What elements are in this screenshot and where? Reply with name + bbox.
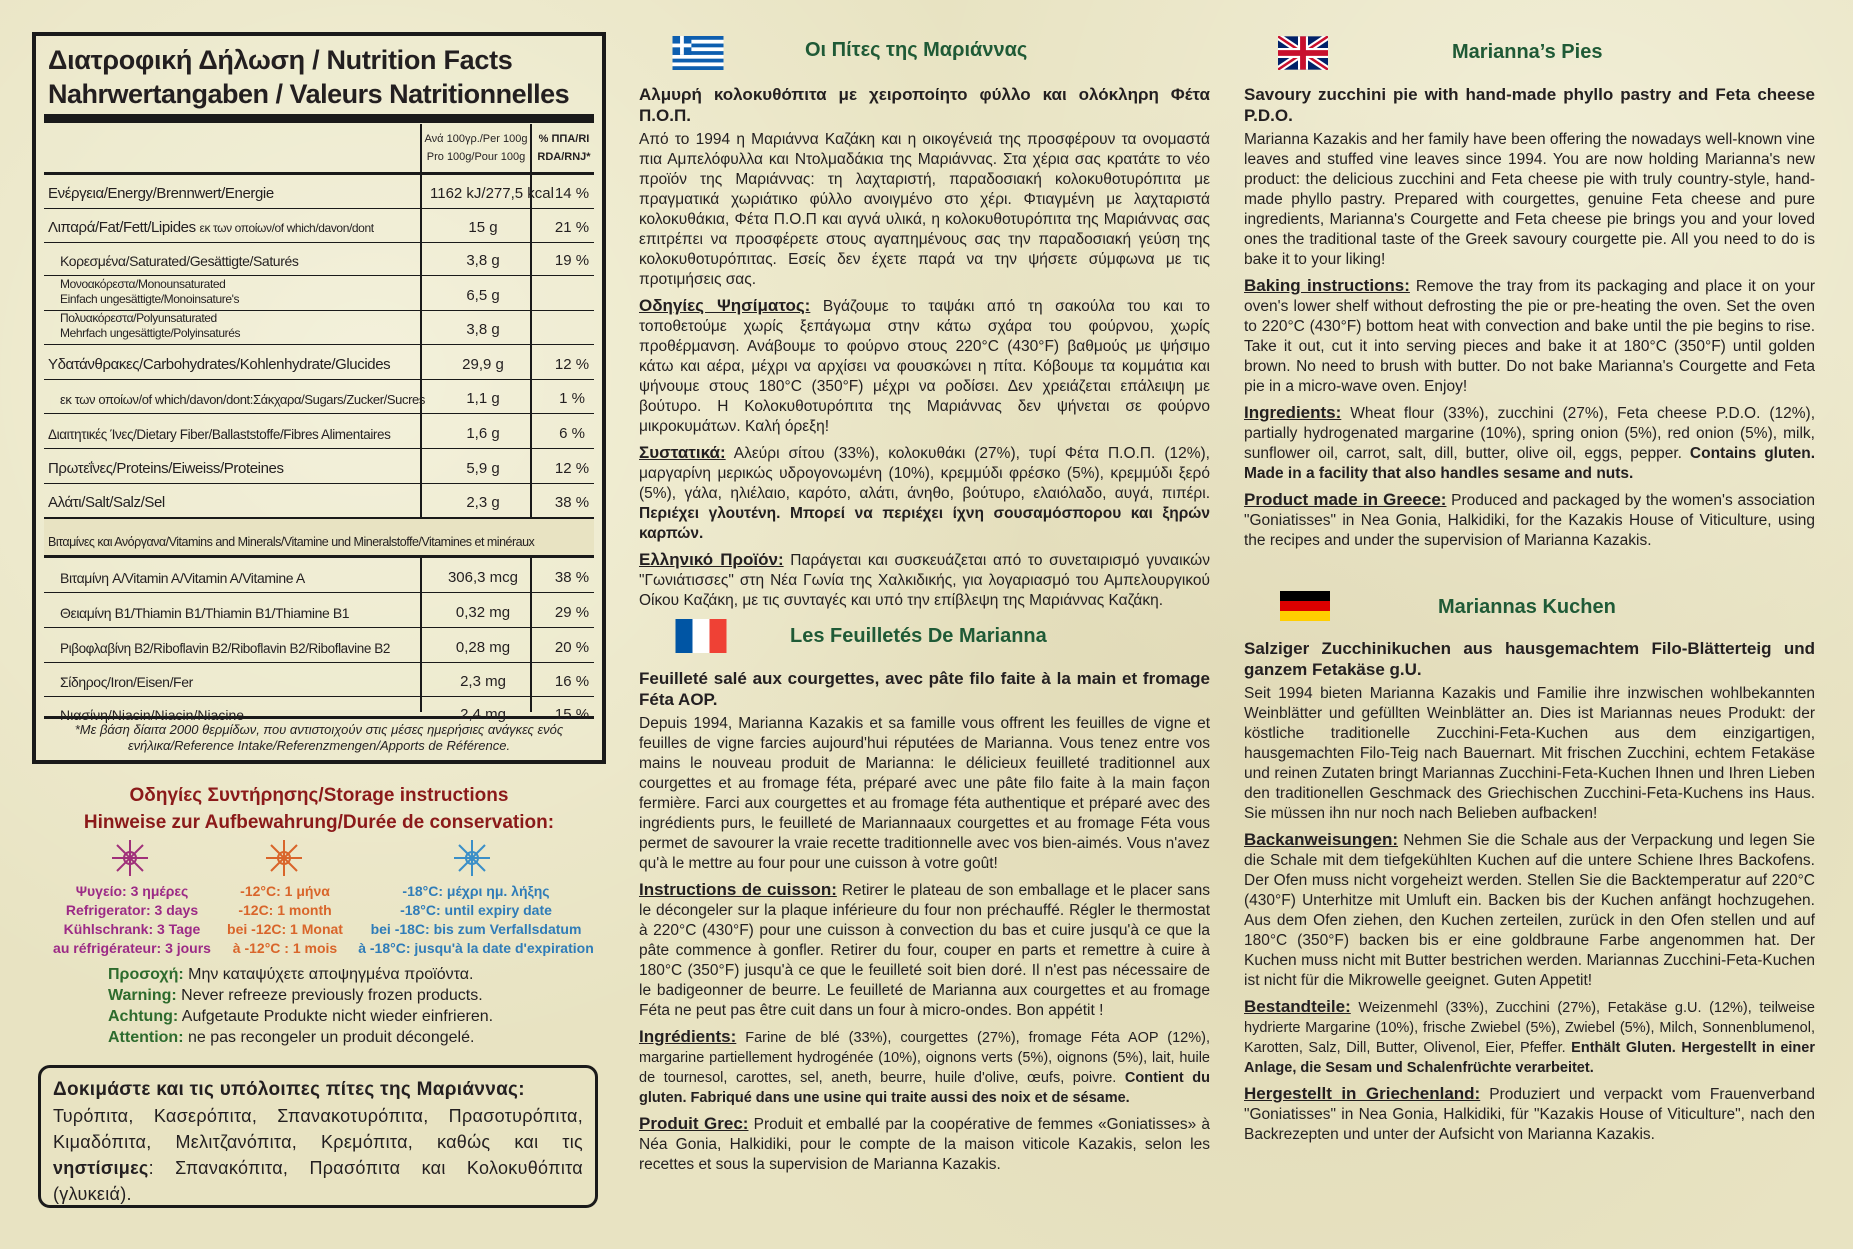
row-label: Θειαμίνη B1/Thiamin B1/Thiamin B1/Thiamine B1 xyxy=(60,605,350,621)
row-percent: 16 % xyxy=(554,673,590,690)
row-value: 0,28 mg xyxy=(455,639,511,656)
greece-flag-icon xyxy=(672,36,724,70)
other-pies-list: Τυρόπιτα, Κασερόπιτα, Σπανακοτυρόπιτα, Πρασοτυρόπιτα, Κιμαδόπιτα, Μελιτζανόπιτα, Κρεμόπιτα, καθώς και τις xyxy=(53,1106,583,1152)
row-label: Σίδηρος/Iron/Eisen/Fer xyxy=(60,674,193,690)
row-value: 3,8 g xyxy=(466,252,500,269)
freezer-18-snowflake-icon xyxy=(452,838,492,878)
greek-title: Οι Πίτες της Μαριάννας xyxy=(805,39,1028,61)
table-row xyxy=(44,593,594,628)
row-label: Ενέργεια/Energy/Brennwert/Energie xyxy=(48,185,274,202)
row-value: 1,6 g xyxy=(466,425,500,442)
greek-column: Αλμυρή κολοκυθόπιτα με χειροποίητο φύλλο και ολόκληρη Φέτα Π.Ο.Π. Από το 1994 η Μαριάννα Καζάκη και η οικογένειά της προσφέρουν τα ονομαστά πια Αμπελόφυλλα και Ντολμαδάκια της Μαριάννας. Στα χέρια σας κρατάτε το νέο προϊόν της Μαριάννας: τη λαχταριστή, παραδοσιακή κολοκυθοτυρόπιτα με πραγματικά χωριάτικο φύλλο ανοιγμένο στο χέρι. Φτιαγμένη με λαχταριστά κολοκυθάκια, Φέτα Π.Ο.Π και αγνά υλικά, η κολοκυθοτυρόπιτα της Μαριάννας σας επιτρέπει να προσφέρετε στους αγαπημένους σας την παραδοσιακή γεύση της κολοκυθοτυρόπιτας. Εσείς δεν έχετε παρά να την ψήσετε σύμφωνα με τις προτιμήσεις σας. Οδηγίες Ψησίματος: Βγάζουμε το ταψάκι από τη σακούλα του και το τοποθετούμε χωρίς ξεπάγωμα στην κάτω σχάρα του φούρνου, χωρίς προθέρμανση. Ανάβουμε το φούρνο στους 220°C (430°F) βαθμούς με ψήσιμο κάτω και αέρα, μέχρι να αρχίσει να φουσκώνει η πίτα. Κόβουμε τα κομμάτια και ψήνουμε στους 180°C (350°F) μέχρι να ροδίσει. Δεν χρειάζεται επάλειψη με βούτυρο. Η Κολοκυθοτυρόπιτα της Μαριάννας δεν ψήνεται σε φούρνο μικροκυμάτων. Καλή όρεξη! Συστατικά: Αλεύρι σίτου (33%), κολοκυθάκι (27%), τυρί Φέτα Π.Ο.Π. (12%), μαργαρίνη μερικώς υδρογονωμένη (10%), κρεμμύδι φρέσκο (5%), κρεμμύδι ξερό (5%), γάλα, ηλιέλαιο, καρότο, αλάτι, άνηθο, βούτυρο, ελαιόλαδο, αυγά, πιπέρι. Περιέχει γλουτένη. Μπορεί να περιέχει ίχνη σουσαμόσπορου και ξηρών καρπών. Ελληνικό Προϊόν: Παράγεται και συσκευάζεται από το συνεταιρισμό γυναικών "Γωνιάτισσες" στη Νέα Γωνία της Χαλκιδικής, για λογαριασμό του Αμπελουργικού Οίκου Καζάκη, με τις συνταγές και υπό την επίβλεψη της Μαριάννας Καζάκη. xyxy=(639,85,1210,609)
table-row xyxy=(44,175,594,209)
vitamins-header-row xyxy=(44,519,594,558)
storage-title-line1: Οδηγίες Συντήρησης/Storage instructions xyxy=(129,785,509,806)
table-row xyxy=(44,628,594,663)
english-title: Marianna’s Pies xyxy=(1452,41,1603,63)
row-label: Ριβοφλαβίνη B2/Riboflavin B2/Riboflavin B2/Riboflavine B2 xyxy=(60,641,390,656)
english-lead: Savoury zucchini pie with hand-made phyllo pastry and Feta cheese P.D.O. xyxy=(1244,85,1815,125)
header-per-100g: Ανά 100γρ./Per 100g Pro 100g/Pour 100g xyxy=(424,133,528,163)
row-value: 3,8 g xyxy=(466,321,500,338)
storage-title-line2: Hinweise zur Aufbewahrung/Durée de conservation: xyxy=(83,812,555,833)
table-row xyxy=(44,243,594,276)
freezer-12-snowflake-icon xyxy=(264,838,304,878)
nutrition-footnote: *Με βάση δίαιτα 2000 θερμίδων, που αντιστοιχούν στις μέσες ημερήσιες ανάγκες ενός ενήλικα/Reference Intake/Referenzmengen/Apports de Référence. xyxy=(74,722,564,753)
german-baking-heading: Backanweisungen: xyxy=(1244,830,1398,849)
row-value: 0,32 mg xyxy=(455,604,511,621)
warning-line: Προσοχή: Μην καταψύχετε αποψηγμένα προϊόντα. xyxy=(108,966,474,983)
french-baking-heading: Instructions de cuisson: xyxy=(639,880,837,899)
nutrition-title-bar xyxy=(44,114,594,123)
row-label: Υδατάνθρακες/Carbohydrates/Kohlenhydrate/Glucides xyxy=(48,356,391,373)
france-flag-icon xyxy=(675,619,727,653)
row-label: Πολυακόρεστα/Polyunsaturated xyxy=(60,311,217,325)
row-label: Διαιτητικές Ίνες/Dietary Fiber/Ballaststoffe/Fibres Alimentaires xyxy=(48,427,391,442)
row-value: 1,1 g xyxy=(466,390,500,407)
other-pies-box: Δοκιμάστε και τις υπόλοιπες πίτες της Μαριάννας: Τυρόπιτα, Κασερόπιτα, Σπανακοτυρόπιτα, Πρασοτυρόπιτα, Κιμαδόπιτα, Μελιτζανόπιτα, Κρεμόπιτα, καθώς και τις νηστίσιμες: Σπανακόπιτα, Πρασόπιτα και Κολοκυθόπιτα (γλυκειά). xyxy=(38,1065,598,1208)
german-ingredients-heading: Bestandteile: xyxy=(1244,997,1351,1016)
row-value: 1162 kJ/277,5 kcal xyxy=(430,185,554,202)
table-row xyxy=(44,484,594,520)
warning-line: Achtung: Aufgetaute Produkte nicht wieder einfrieren. xyxy=(108,1008,494,1025)
table-row xyxy=(44,414,594,449)
storage-title xyxy=(32,782,606,836)
greek-ingredients-heading: Συστατικά: xyxy=(639,443,726,462)
row-value: 2,4 mg xyxy=(460,706,506,723)
row-value: 6,5 g xyxy=(466,287,500,304)
greek-lead: Αλμυρή κολοκυθόπιτα με χειροποίητο φύλλο και ολόκληρη Φέτα Π.Ο.Π. xyxy=(639,85,1210,125)
freezer-12-storage: -12°C: 1 μήνα -12C: 1 month bei -12C: 1 Monat à -12°C : 1 mois xyxy=(227,883,343,956)
nutrition-title-line2: Nahrwertangaben / Valeurs Natritionnelles xyxy=(48,79,570,109)
table-row xyxy=(44,276,594,311)
germany-flag-icon xyxy=(1280,590,1330,622)
row-label: Λιπαρά/Fat/Fett/Lipides xyxy=(48,219,196,236)
greek-product-heading: Ελληνικό Προϊόν: xyxy=(639,550,784,569)
warning-line: Warning: Never refreeze previously frozen products. xyxy=(108,987,483,1004)
english-intro: Marianna Kazakis and her family have been offering the nowadays well-known vine leaves and stuffed vine leaves since 1994. You are now holding Marianna's new product: the delicious zucchini and Feta cheese pie with truly country-style, hand-made phyllo pastry. Prepared with courgettes, genuine Feta cheese and pure ingredients, Marianna's Courgette and Feta cheese pie brings you and your loved ones the traditional taste of the Greek savoury courgette pie. All you need to do is bake it to your liking! xyxy=(1244,131,1815,268)
row-label: Βιταμίνη A/Vitamin A/Vitamin A/Vitamine A xyxy=(60,570,305,586)
row-percent: 38 % xyxy=(554,569,590,586)
row-label: εκ των οποίων/of which/davon/dont:Σάκχαρα/Sugars/Zucker/Sucres xyxy=(60,392,425,407)
refreeze-warnings xyxy=(108,964,493,1048)
row-percent: 6 % xyxy=(559,425,585,442)
row-percent: 19 % xyxy=(554,252,590,269)
table-row-niacin xyxy=(40,695,598,729)
table-row xyxy=(44,209,594,243)
row-label: Μονοακόρεστα/Monounsaturated xyxy=(60,277,226,291)
english-column: Savoury zucchini pie with hand-made phyllo pastry and Feta cheese P.D.O. Marianna Kazakis and her family have been offering the nowadays well-known vine leaves and stuffed vine leaves since 1994. You are now holding Marianna's new product: the delicious zucchini and Feta cheese pie with truly country-style, hand-made phyllo pastry. Prepared with courgettes, genuine Feta cheese and pure ingredients, Marianna's Courgette and Feta cheese pie brings you and your loved ones the traditional taste of the Greek savoury courgette pie. All you need to do is bake it to your liking! Baking instructions: Remove the tray from its packaging and place it on your oven's lower shelf without defrosting the pie or pre-heating the oven. Set the oven to 220°C (430°F) bottom heat with convection and bake until the pie begins to rise. Take it out, cut it into serving pieces and bake it at 180°C (350°F) until golden brown. No need to brush with butter. Do not bake Marianna's Courgette and Feta pie in a micro-wave oven. Enjoy! Ingredients: Wheat flour (33%), zucchini (27%), Feta cheese P.D.O. (12%), partially hydrogenated margarine (10%), spring onion (5%), red onion (5%), milk, sunflower oil, carrot, salt, dill, butter, olive oil, eggs, pepper. Contains gluten. Made in a facility that also handles sesame and nuts. Product made in Greece: Produced and packaged by the women's association "Goniatisses" in Nea Gonia, Halkidiki, for the Kazakis House of Viticulture, using the recipes and under the supervision of Marianna Kazakis. xyxy=(1244,85,1816,549)
row-percent: 20 % xyxy=(554,639,590,656)
table-row xyxy=(44,380,594,414)
row-value: 5,9 g xyxy=(466,460,500,477)
table-row xyxy=(44,449,594,484)
nutrition-facts-panel xyxy=(32,32,606,764)
english-baking-heading: Baking instructions: xyxy=(1244,276,1410,295)
header-rda: % ΠΠΑ/RI RDA/RNJ* xyxy=(537,133,591,163)
english-product-heading: Product made in Greece: xyxy=(1244,490,1447,509)
row-label-note: εκ των οποίων/of which/davon/dont xyxy=(199,221,374,235)
row-label-2: Einfach ungesättigte/Monoinsature's xyxy=(60,292,240,306)
row-label-2: Mehrfach ungesättigte/Polyinsaturés xyxy=(60,326,241,340)
row-value: 2,3 g xyxy=(466,494,500,511)
uk-flag-icon xyxy=(1278,36,1328,70)
german-lead: Salziger Zucchinikuchen aus hausgemachtem Filo-Blätterteig und ganzem Fetakäse g.U. xyxy=(1244,639,1815,679)
german-product-heading: Hergestellt in Griechenland: xyxy=(1244,1084,1481,1103)
fridge-snowflake-icon xyxy=(110,838,150,878)
row-percent: 29 % xyxy=(554,604,590,621)
fridge-storage: Ψυγείο: 3 ημέρες Refrigerator: 3 days Kühlschrank: 3 Tage au réfrigérateur: 3 jours xyxy=(53,883,211,956)
table-row xyxy=(44,559,594,593)
french-ingredients-heading: Ingrédients: xyxy=(639,1027,737,1046)
greek-intro: Από το 1994 η Μαριάννα Καζάκη και η οικογένειά της προσφέρουν τα ονομαστά πια Αμπελόφυλλα και Ντολμαδάκια της Μαριάννας. Στα χέρια σας κρατάτε το νέο προϊόν της Μαριάννας: τη λαχταριστή, παραδοσιακή κολοκυθοτυρόπιτα με πραγματικά χωριάτικο φύλλο ανοιγμένο στο χέρι. Φτιαγμένη με λαχταριστά κολοκυθάκια, Φέτα Π.Ο.Π και αγνά υλικά, η κολοκυθοτυρόπιτα της Μαριάννας σας επιτρέπει να προσφέρετε στους αγαπημένους σας την παραδοσιακή γεύση της κολοκυθοτυρόπιτας. Εσείς δεν έχετε παρά να την ψήσετε σύμφωνα με τις προτιμήσεις σας. xyxy=(639,131,1210,288)
other-pies-heading: Δοκιμάστε και τις υπόλοιπες πίτες της Μαριάννας: xyxy=(53,1079,525,1100)
row-value: 15 g xyxy=(468,219,498,236)
row-label: Αλάτι/Salt/Salz/Sel xyxy=(48,494,165,511)
nutrition-title-line1: Διατροφική Δήλωση / Nutrition Facts xyxy=(48,45,513,75)
row-value: 2,3 mg xyxy=(460,673,506,690)
row-percent: 12 % xyxy=(554,460,590,477)
row-percent: 38 % xyxy=(554,494,590,511)
row-value: 306,3 mcg xyxy=(447,569,519,586)
row-label: Νιασίνη/Niacin/Niacin/Niacine xyxy=(60,707,245,723)
row-percent: 12 % xyxy=(554,356,590,373)
french-intro: Depuis 1994, Marianna Kazakis et sa famille vous offrent les feuilles de vigne et feuilles de vigne farcies aujourd'hui réputées de Marianna. Vous tenez entre vos mains le nouveau produit de Marianna: le délicieux feuilleté traditionnel aux courgettes et au fromage féta, préparé avec une pâte filo faite à la main façon fermière. Farci aux courgettes et au fromage féta authentique et préparé avec des ingrédients purs, le feuilleté de Mariannaaux courgettes et au fromage Féta vous permet de savourer la vraie recette traditionnelle avec vos bien-aimés. Vous n'avez qu'à le mettre au four pour une cuisson à votre goût! xyxy=(639,715,1210,872)
german-title: Mariannas Kuchen xyxy=(1438,596,1616,618)
french-product-heading: Produit Grec: xyxy=(639,1114,749,1133)
row-percent: 14 % xyxy=(554,185,590,202)
french-lead: Feuilleté salé aux courgettes, avec pâte filo faite à la main et fromage Féta AOP. xyxy=(639,669,1210,709)
row-percent: 21 % xyxy=(554,219,590,236)
row-percent: 15 % xyxy=(554,706,590,723)
freezer-18-storage: -18°C: μέχρι ημ. λήξης -18°C: until expiry date bei -18C: bis zum Verfallsdatum à -18°C: jusqu'à la date d'expiration xyxy=(358,883,594,956)
french-title: Les Feuilletés De Marianna xyxy=(790,625,1047,647)
german-column: Salziger Zucchinikuchen aus hausgemachtem Filo-Blätterteig und ganzem Fetakäse g.U. Seit 1994 bieten Marianna Kazakis und Familie ihre inzwischen wohlbekannten Weinblätter und gefüllten Weinblätter an. Dies ist Mariannas neues Produkt: der köstliche traditionelle Zucchini-Feta-Kuchen aus dem einzigartigen, hausgemachten Filo-Teig nach Bauernart. Mit frischen Zucchini, echtem Fetakäse und reinen Zutaten bringt Mariannas Zucchini-Feta-Kuchen Ihnen und Ihren Lieben den traditionellen Geschmack des Griechischen Zucchini-Feta-Kuchens ins Haus. Sie müssen ihn nur noch nach Belieben aufbacken! Backanweisungen: Nehmen Sie die Schale aus der Verpackung und legen Sie die Schale mit dem tiefgekühlten Kuchen auf die untere Schiene Ihres Backofens. Der Ofen muss nicht vorgeheizt werden. Stellen Sie die Backtemperatur auf 220°C (430°F) Unterhitze mit Umluft ein. Backen bis der Kuchen anfängt hochzugehen. Aus dem Ofen ziehen, den Kuchen zerteilen, zurück in den Ofen stellen und auf 180°C (350°F) backen bis er eine goldbraune Farbe angenommen hat. Der Kuchen muss nicht mit Butter bestrichen werden. Mariannas Zucchini-Feta-Kuchen ist nicht für die Mikrowelle geeignet. Guten Appetit! Bestandteile: Weizenmehl (33%), Zucchini (27%), Fetakäse g.U. (12%), teilweise hydrierte Margarine (10%), frische Zwiebel (5%), Zwiebel (5%), Milch, Sonnenblumenol, Karotten, Salz, Dill, Butter, Olivenol, Eier, Pfeffer. Enthält Gluten. Hergestellt in einer Anlage, die Sesam und Schalenfrüchte verarbeitet. Hergestellt in Griechenland: Produziert und verpackt vom Frauenverband "Goniatisses" in Nea Gonia, Halkidiki, für "Kazakis House of Viticulture", nach den Backrezepten und unter der Aufsicht von Marianna Kazakis. xyxy=(1244,639,1815,1143)
table-header-row xyxy=(44,124,594,175)
row-label: Κορεσμένα/Saturated/Gesättigte/Saturés xyxy=(60,253,299,269)
french-column: Feuilleté salé aux courgettes, avec pâte filo faite à la main et fromage Féta AOP. Depuis 1994, Marianna Kazakis et sa famille vous offrent les feuilles de vigne et feuilles de vigne farcies aujourd'hui réputées de Marianna. Vous tenez entre vos mains le nouveau produit de Marianna: le délicieux feuilleté traditionnel aux courgettes et au fromage féta, préparé avec une pâte filo faite à la main façon fermière. Farci aux courgettes et au fromage féta authentique et préparé avec des ingrédients purs, le feuilleté de Mariannaaux courgettes et au fromage Féta vous permet de savourer la vraie recette traditionnelle avec vos bien-aimés. Vous n'avez qu'à le mettre au four pour une cuisson à votre goût! Instructions de cuisson: Retirer le plateau de son emballage et le placer sans le décongeler sur la plaque inférieure du four non préchauffé. Régler le thermostat à 220°C (430°F) pour une cuisson à convection du bas et cuire jusqu'à ce que la pâte commence à gonfler. Retirer du four, couper en parts et remettre à cuire à 180°C (350°F) jusqu'à ce que le feuilleté soit bien doré. Il n'est pas nécessaire de le badigeonner de beurre. Le feuilleté de Marianna aux courgettes et au fromage Féta ne peut pas être cuit dans un four à micro-ondes. Bon appétit ! Ingrédients: Farine de blé (33%), courgettes (27%), fromage Féta AOP (12%), margarine partiellement hydrogénée (10%), oignons verts (5%), oignons (5%), lait, huile de tournesol, carottes, sel, aneth, beurre, huile d'olive, œufs, poivre. Contient du gluten. Fabriqué dans une usine qui traite aussi des noix et de sésame. Produit Grec: Produit et emballé par la coopérative de femmes «Goniatisses» à Néa Gonia, Halkidiki, pour le compte de la maison viticole Kazakis, selon les recettes et sous la supervision de Marianna Kazakis. xyxy=(639,669,1211,1173)
greek-baking-heading: Οδηγίες Ψησίματος: xyxy=(639,296,811,315)
english-ingredients-heading: Ingredients: xyxy=(1244,403,1342,422)
row-label: Βιταμίνες και Ανόργανα/Vitamins and Minerals/Vitamine und Mineralstoffe/Vitamines et minéraux xyxy=(48,535,535,549)
warning-line: Attention: ne pas recongeler un produit décongelé. xyxy=(108,1029,475,1046)
row-value: 29,9 g xyxy=(462,356,504,373)
table-row xyxy=(44,311,594,345)
german-intro: Seit 1994 bieten Marianna Kazakis und Familie ihre inzwischen wohlbekannten Weinblätter und gefüllten Weinblätter an. Dies ist Mariannas neues Produkt: der köstliche traditionelle Zucchini-Feta-Kuchen aus dem einzigartigen, hausgemachten Filo-Teig nach Bauernart. Mit frischen Zucchini, echtem Fetakäse und reinen Zutaten bringt Mariannas Zucchini-Feta-Kuchen Ihnen und Ihren Lieben den traditionellen Geschmack des Griechischen Zucchini-Feta-Kuchens ins Haus. Sie müssen ihn nur noch nach Belieben aufbacken! xyxy=(1244,685,1815,822)
row-label: Πρωτεΐνες/Proteins/Eiweiss/Proteines xyxy=(48,460,284,477)
row-percent: 1 % xyxy=(559,390,585,407)
table-row xyxy=(44,345,594,380)
